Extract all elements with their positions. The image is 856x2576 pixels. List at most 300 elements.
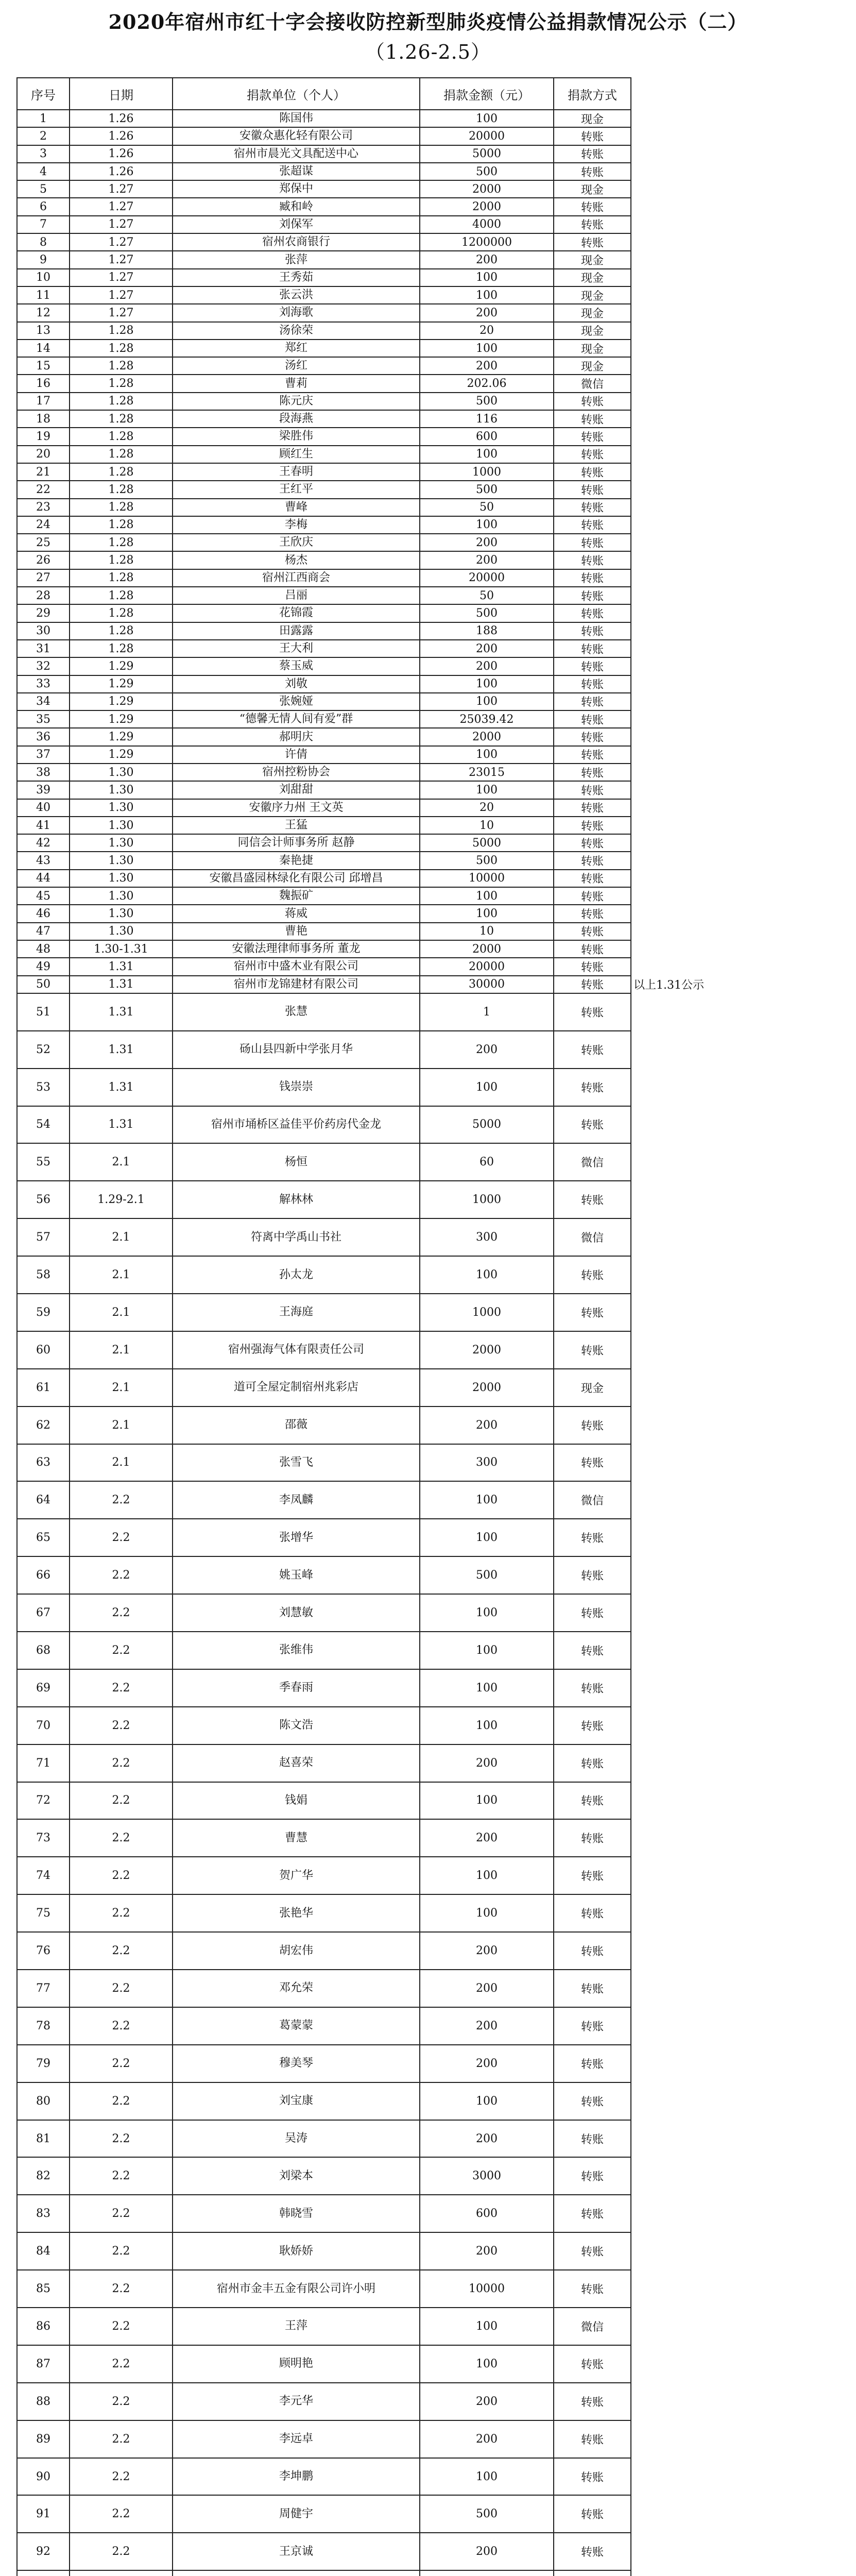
row-amount: 100 xyxy=(420,1669,554,1707)
row-donor: 韩晓雪 xyxy=(173,2195,420,2232)
note-cell xyxy=(631,657,714,675)
table-row xyxy=(17,799,714,817)
note-cell xyxy=(631,1894,714,1932)
row-method: 转账 xyxy=(554,163,631,180)
row-amount: 300 xyxy=(420,1444,554,1482)
row-no: 34 xyxy=(17,693,70,710)
note-cell xyxy=(631,2570,714,2576)
row-donor: 宿州农商银行 xyxy=(173,233,420,251)
row-amount: 5000 xyxy=(420,145,554,163)
row-method: 转账 xyxy=(554,976,631,993)
row-date: 2.2 xyxy=(70,1707,173,1744)
row-donor: 季春雨 xyxy=(173,1669,420,1707)
note-cell xyxy=(631,1031,714,1069)
table-row xyxy=(17,940,714,958)
row-date: 1.30-1.31 xyxy=(70,940,173,958)
row-method: 转账 xyxy=(554,1519,631,1556)
row-method: 转账 xyxy=(554,2495,631,2533)
table-row xyxy=(17,410,714,428)
row-no: 44 xyxy=(17,870,70,887)
table-row xyxy=(17,1181,714,1218)
row-method: 转账 xyxy=(554,1031,631,1069)
note-cell xyxy=(631,958,714,975)
row-date: 1.28 xyxy=(70,516,173,534)
note-cell xyxy=(631,2495,714,2533)
row-method: 现金 xyxy=(554,286,631,304)
row-date: 1.28 xyxy=(70,410,173,428)
row-donor: 汤徐荣 xyxy=(173,322,420,340)
row-method: 转账 xyxy=(554,569,631,587)
table-row xyxy=(17,180,714,198)
table-row xyxy=(17,764,714,781)
row-method: 转账 xyxy=(554,622,631,640)
note-cell xyxy=(631,799,714,817)
row-donor: 耿娇娇 xyxy=(173,2232,420,2270)
row-donor: 孙太龙 xyxy=(173,1256,420,1294)
row-method: 转账 xyxy=(554,499,631,516)
row-no: 15 xyxy=(17,357,70,375)
row-no: 83 xyxy=(17,2195,70,2232)
note-cell xyxy=(631,286,714,304)
row-donor: 宿州市埇桥区益佳平价药房代金龙 xyxy=(173,1106,420,1144)
table-row xyxy=(17,1932,714,1970)
row-method: 转账 xyxy=(554,2345,631,2383)
row-donor: 王春明 xyxy=(173,463,420,481)
row-date: 2.1 xyxy=(70,1406,173,1444)
row-date: 1.28 xyxy=(70,393,173,410)
row-amount: 5000 xyxy=(420,834,554,852)
row-no: 32 xyxy=(17,657,70,675)
row-amount: 23015 xyxy=(420,764,554,781)
row-method: 转账 xyxy=(554,640,631,657)
table-row xyxy=(17,357,714,375)
row-method: 转账 xyxy=(554,905,631,922)
row-date: 1.29 xyxy=(70,746,173,764)
row-date: 2.2 xyxy=(70,1970,173,2007)
note-cell xyxy=(631,463,714,481)
note-cell xyxy=(631,233,714,251)
row-no: 73 xyxy=(17,1819,70,1857)
row-method: 现金 xyxy=(554,322,631,340)
row-method: 转账 xyxy=(554,2458,631,2496)
row-date: 2.2 xyxy=(70,1857,173,1894)
row-no: 30 xyxy=(17,622,70,640)
row-donor: 曹艳 xyxy=(173,923,420,940)
note-cell xyxy=(631,781,714,799)
row-donor: 吕丽 xyxy=(173,587,420,604)
row-amount: 100 xyxy=(420,1782,554,1820)
row-donor: 王大利 xyxy=(173,640,420,657)
note-cell xyxy=(631,834,714,852)
table-row xyxy=(17,1744,714,1782)
row-amount: 1 xyxy=(420,993,554,1031)
row-donor: 符离中学禹山书社 xyxy=(173,1218,420,1256)
header-amount: 捐款金额（元） xyxy=(420,78,554,110)
table-row xyxy=(17,976,714,993)
row-no: 72 xyxy=(17,1782,70,1820)
row-no: 39 xyxy=(17,781,70,799)
row-method: 转账 xyxy=(554,2157,631,2195)
table-row xyxy=(17,640,714,657)
row-method: 转账 xyxy=(554,393,631,410)
row-amount: 200 xyxy=(420,1819,554,1857)
row-donor: 张增华 xyxy=(173,1519,420,1556)
row-method: 转账 xyxy=(554,1406,631,1444)
row-date: 2.2 xyxy=(70,1556,173,1594)
note-cell xyxy=(631,728,714,745)
row-no: 26 xyxy=(17,551,70,569)
row-date: 1.30 xyxy=(70,817,173,834)
row-donor: 解林林 xyxy=(173,1181,420,1218)
row-method: 转账 xyxy=(554,1594,631,1632)
row-amount: 200 xyxy=(420,1970,554,2007)
row-method: 转账 xyxy=(554,958,631,975)
table-row xyxy=(17,375,714,392)
row-amount: 100 xyxy=(420,1632,554,1669)
row-method: 转账 xyxy=(554,1294,631,1331)
donation-table xyxy=(16,77,714,2576)
row-no: 7 xyxy=(17,216,70,233)
row-donor: 葛蒙蒙 xyxy=(173,2007,420,2045)
row-method: 转账 xyxy=(554,799,631,817)
row-date: 2.2 xyxy=(70,2157,173,2195)
row-amount: 100 xyxy=(420,2458,554,2496)
row-date: 1.31 xyxy=(70,1069,173,1106)
row-date: 2.2 xyxy=(70,1519,173,1556)
note-cell xyxy=(631,446,714,463)
row-donor: 邓允荣 xyxy=(173,1970,420,2007)
note-cell xyxy=(631,1069,714,1106)
row-donor: 安徽昌盛园林绿化有限公司 邱增昌 xyxy=(173,870,420,887)
row-method: 转账 xyxy=(554,1857,631,1894)
row-date: 1.31 xyxy=(70,993,173,1031)
table-row xyxy=(17,852,714,869)
row-date: 1.26 xyxy=(70,145,173,163)
note-cell xyxy=(631,940,714,958)
table-row xyxy=(17,2232,714,2270)
note-cell xyxy=(631,534,714,551)
row-method: 现金 xyxy=(554,1369,631,1406)
row-no: 1 xyxy=(17,110,70,127)
header-date: 日期 xyxy=(70,78,173,110)
row-amount: 200 xyxy=(420,2232,554,2270)
row-amount: 2000 xyxy=(420,198,554,215)
row-donor: 宿州控粉协会 xyxy=(173,764,420,781)
row-method: 转账 xyxy=(554,1707,631,1744)
note-cell xyxy=(631,499,714,516)
note-cell xyxy=(631,1181,714,1218)
row-date: 1.30 xyxy=(70,905,173,922)
table-row xyxy=(17,499,714,516)
row-no: 55 xyxy=(17,1143,70,1181)
table-row xyxy=(17,2007,714,2045)
row-donor: 钱崇崇 xyxy=(173,1069,420,1106)
note-cell xyxy=(631,1707,714,1744)
table-row xyxy=(17,463,714,481)
row-amount: 100 xyxy=(420,887,554,905)
row-date: 1.29 xyxy=(70,657,173,675)
note-cell xyxy=(631,2007,714,2045)
row-method: 转账 xyxy=(554,1632,631,1669)
row-method: 转账 xyxy=(554,852,631,869)
note-cell xyxy=(631,375,714,392)
row-date: 1.30 xyxy=(70,852,173,869)
row-amount: 10000 xyxy=(420,2270,554,2308)
row-donor: 安徽众惠化轻有限公司 xyxy=(173,127,420,145)
table-row xyxy=(17,2458,714,2496)
row-donor: 钱娟 xyxy=(173,1782,420,1820)
row-amount: 2000 xyxy=(420,1331,554,1369)
row-date: 2.2 xyxy=(70,2007,173,2045)
note-cell xyxy=(631,1556,714,1594)
row-donor: 邵薇 xyxy=(173,1406,420,1444)
table-row xyxy=(17,2082,714,2120)
table-row xyxy=(17,551,714,569)
note-cell xyxy=(631,1218,714,1256)
row-no: 57 xyxy=(17,1218,70,1256)
note-cell xyxy=(631,905,714,922)
table-row xyxy=(17,481,714,498)
row-amount: 100 xyxy=(420,781,554,799)
note-cell xyxy=(631,675,714,693)
row-method: 转账 xyxy=(554,198,631,215)
row-method: 转账 xyxy=(554,233,631,251)
row-date: 2.2 xyxy=(70,2120,173,2158)
row-method: 转账 xyxy=(554,2007,631,2045)
row-method: 转账 xyxy=(554,781,631,799)
row-donor: 刘梁本 xyxy=(173,2157,420,2195)
row-amount: 100 xyxy=(420,2345,554,2383)
row-date: 1.28 xyxy=(70,622,173,640)
note-cell xyxy=(631,1143,714,1181)
table-row xyxy=(17,2308,714,2345)
row-amount: 200 xyxy=(420,2533,554,2570)
row-amount: 50 xyxy=(420,499,554,516)
note-cell xyxy=(631,2120,714,2158)
note-cell xyxy=(631,516,714,534)
row-amount: 100 xyxy=(420,693,554,710)
row-no: 58 xyxy=(17,1256,70,1294)
row-amount: 116 xyxy=(420,410,554,428)
row-amount: 100 xyxy=(420,1069,554,1106)
row-no: 66 xyxy=(17,1556,70,1594)
row-method: 微信 xyxy=(554,1143,631,1181)
note-cell xyxy=(631,163,714,180)
table-row xyxy=(17,1256,714,1294)
note-cell xyxy=(631,1369,714,1406)
row-method: 转账 xyxy=(554,693,631,710)
row-donor: 张雪飞 xyxy=(173,1444,420,1482)
row-amount: 100 xyxy=(420,1894,554,1932)
note-cell xyxy=(631,410,714,428)
row-no: 27 xyxy=(17,569,70,587)
row-method: 现金 xyxy=(554,304,631,321)
row-date: 2.1 xyxy=(70,1143,173,1181)
table-row xyxy=(17,870,714,887)
row-donor: 刘甜甜 xyxy=(173,781,420,799)
note-cell xyxy=(631,887,714,905)
table-row xyxy=(17,1218,714,1256)
row-amount: 200 xyxy=(420,534,554,551)
row-no: 63 xyxy=(17,1444,70,1482)
row-method: 转账 xyxy=(554,1331,631,1369)
row-amount: 100 xyxy=(420,110,554,127)
row-method: 微信 xyxy=(554,2308,631,2345)
row-method: 转账 xyxy=(554,1181,631,1218)
row-no: 60 xyxy=(17,1331,70,1369)
row-date: 1.28 xyxy=(70,534,173,551)
row-method: 转账 xyxy=(554,710,631,728)
row-no: 43 xyxy=(17,852,70,869)
note-cell xyxy=(631,110,714,127)
note-cell xyxy=(631,322,714,340)
row-no: 69 xyxy=(17,1669,70,1707)
row-date xyxy=(70,2570,173,2576)
note-cell xyxy=(631,2533,714,2570)
row-method: 转账 xyxy=(554,1256,631,1294)
row-date: 2.1 xyxy=(70,1218,173,1256)
table-row xyxy=(17,322,714,340)
row-method: 转账 xyxy=(554,604,631,622)
note-cell xyxy=(631,817,714,834)
row-donor: 张维伟 xyxy=(173,1632,420,1669)
row-no: 48 xyxy=(17,940,70,958)
row-donor: 郑保中 xyxy=(173,180,420,198)
row-no: 47 xyxy=(17,923,70,940)
row-date: 1.27 xyxy=(70,251,173,268)
table-row xyxy=(17,569,714,587)
row-no: 31 xyxy=(17,640,70,657)
row-method: 转账 xyxy=(554,728,631,745)
row-date: 2.2 xyxy=(70,2270,173,2308)
row-date: 1.28 xyxy=(70,428,173,445)
row-date: 2.2 xyxy=(70,2232,173,2270)
row-no: 13 xyxy=(17,322,70,340)
row-no: 18 xyxy=(17,410,70,428)
note-cell xyxy=(631,2045,714,2082)
row-amount: 10 xyxy=(420,817,554,834)
table-row xyxy=(17,304,714,321)
row-date: 2.2 xyxy=(70,2345,173,2383)
row-amount: 200 xyxy=(420,2120,554,2158)
row-no: 56 xyxy=(17,1181,70,1218)
row-method: 转账 xyxy=(554,481,631,498)
row-donor: 郑红 xyxy=(173,340,420,357)
row-date: 1.31 xyxy=(70,958,173,975)
note-cell xyxy=(631,1932,714,1970)
row-no: 61 xyxy=(17,1369,70,1406)
row-method: 转账 xyxy=(554,1444,631,1482)
row-donor: 蒋威 xyxy=(173,905,420,922)
row-date: 1.28 xyxy=(70,604,173,622)
row-amount: 100 xyxy=(420,2082,554,2120)
row-donor: 王海庭 xyxy=(173,1294,420,1331)
table-row xyxy=(17,1894,714,1932)
table-row xyxy=(17,834,714,852)
row-method: 转账 xyxy=(554,2270,631,2308)
row-no: 65 xyxy=(17,1519,70,1556)
row-no: 67 xyxy=(17,1594,70,1632)
row-date: 1.29 xyxy=(70,728,173,745)
row-no: 75 xyxy=(17,1894,70,1932)
row-date: 1.29 xyxy=(70,710,173,728)
row-amount: 100 xyxy=(420,905,554,922)
row-donor: 蔡玉威 xyxy=(173,657,420,675)
row-date: 2.2 xyxy=(70,1669,173,1707)
row-method: 转账 xyxy=(554,534,631,551)
row-date: 1.30 xyxy=(70,887,173,905)
row-method: 现金 xyxy=(554,180,631,198)
note-cell xyxy=(631,1294,714,1331)
row-method: 转账 xyxy=(554,516,631,534)
row-no: 3 xyxy=(17,145,70,163)
row-date: 2.2 xyxy=(70,1744,173,1782)
table-row xyxy=(17,145,714,163)
row-method: 现金 xyxy=(554,269,631,286)
row-donor: 同信会计师事务所 赵静 xyxy=(173,834,420,852)
row-date: 1.26 xyxy=(70,127,173,145)
row-amount: 500 xyxy=(420,393,554,410)
row-no: 5 xyxy=(17,180,70,198)
row-no: 71 xyxy=(17,1744,70,1782)
row-amount: 100 xyxy=(420,1594,554,1632)
row-amount: 1200000 xyxy=(420,233,554,251)
note-cell xyxy=(631,1444,714,1482)
row-method: 转账 xyxy=(554,870,631,887)
row-method xyxy=(554,2570,631,2576)
row-date: 1.28 xyxy=(70,357,173,375)
row-method: 转账 xyxy=(554,2232,631,2270)
table-row xyxy=(17,993,714,1031)
table-row xyxy=(17,233,714,251)
row-date: 1.26 xyxy=(70,163,173,180)
row-donor: 宿州市金丰五金有限公司许小明 xyxy=(173,2270,420,2308)
row-amount: 600 xyxy=(420,2195,554,2232)
row-amount: 500 xyxy=(420,481,554,498)
row-amount: 100 xyxy=(420,675,554,693)
row-date: 2.2 xyxy=(70,2420,173,2458)
table-row xyxy=(17,1331,714,1369)
row-method: 转账 xyxy=(554,1069,631,1106)
row-amount: 4000 xyxy=(420,216,554,233)
row-no: 74 xyxy=(17,1857,70,1894)
row-donor: 张云洪 xyxy=(173,286,420,304)
row-donor: 贺广华 xyxy=(173,1857,420,1894)
row-no: 52 xyxy=(17,1031,70,1069)
row-method: 微信 xyxy=(554,1218,631,1256)
row-method: 转账 xyxy=(554,2533,631,2570)
row-no: 12 xyxy=(17,304,70,321)
row-donor: 宿州市龙锦建材有限公司 xyxy=(173,976,420,993)
note-cell xyxy=(631,569,714,587)
row-amount: 188 xyxy=(420,622,554,640)
row-no: 33 xyxy=(17,675,70,693)
note-cell xyxy=(631,180,714,198)
note-cell xyxy=(631,551,714,569)
note-cell xyxy=(631,1481,714,1519)
row-donor: 王欣庆 xyxy=(173,534,420,551)
note-cell xyxy=(631,198,714,215)
row-no: 42 xyxy=(17,834,70,852)
row-no: 21 xyxy=(17,463,70,481)
row-amount: 200 xyxy=(420,304,554,321)
row-method: 转账 xyxy=(554,923,631,940)
table-row xyxy=(17,110,714,127)
row-amount: 200 xyxy=(420,1744,554,1782)
row-amount: 200 xyxy=(420,1031,554,1069)
note-cell xyxy=(631,2458,714,2496)
row-amount: 500 xyxy=(420,604,554,622)
